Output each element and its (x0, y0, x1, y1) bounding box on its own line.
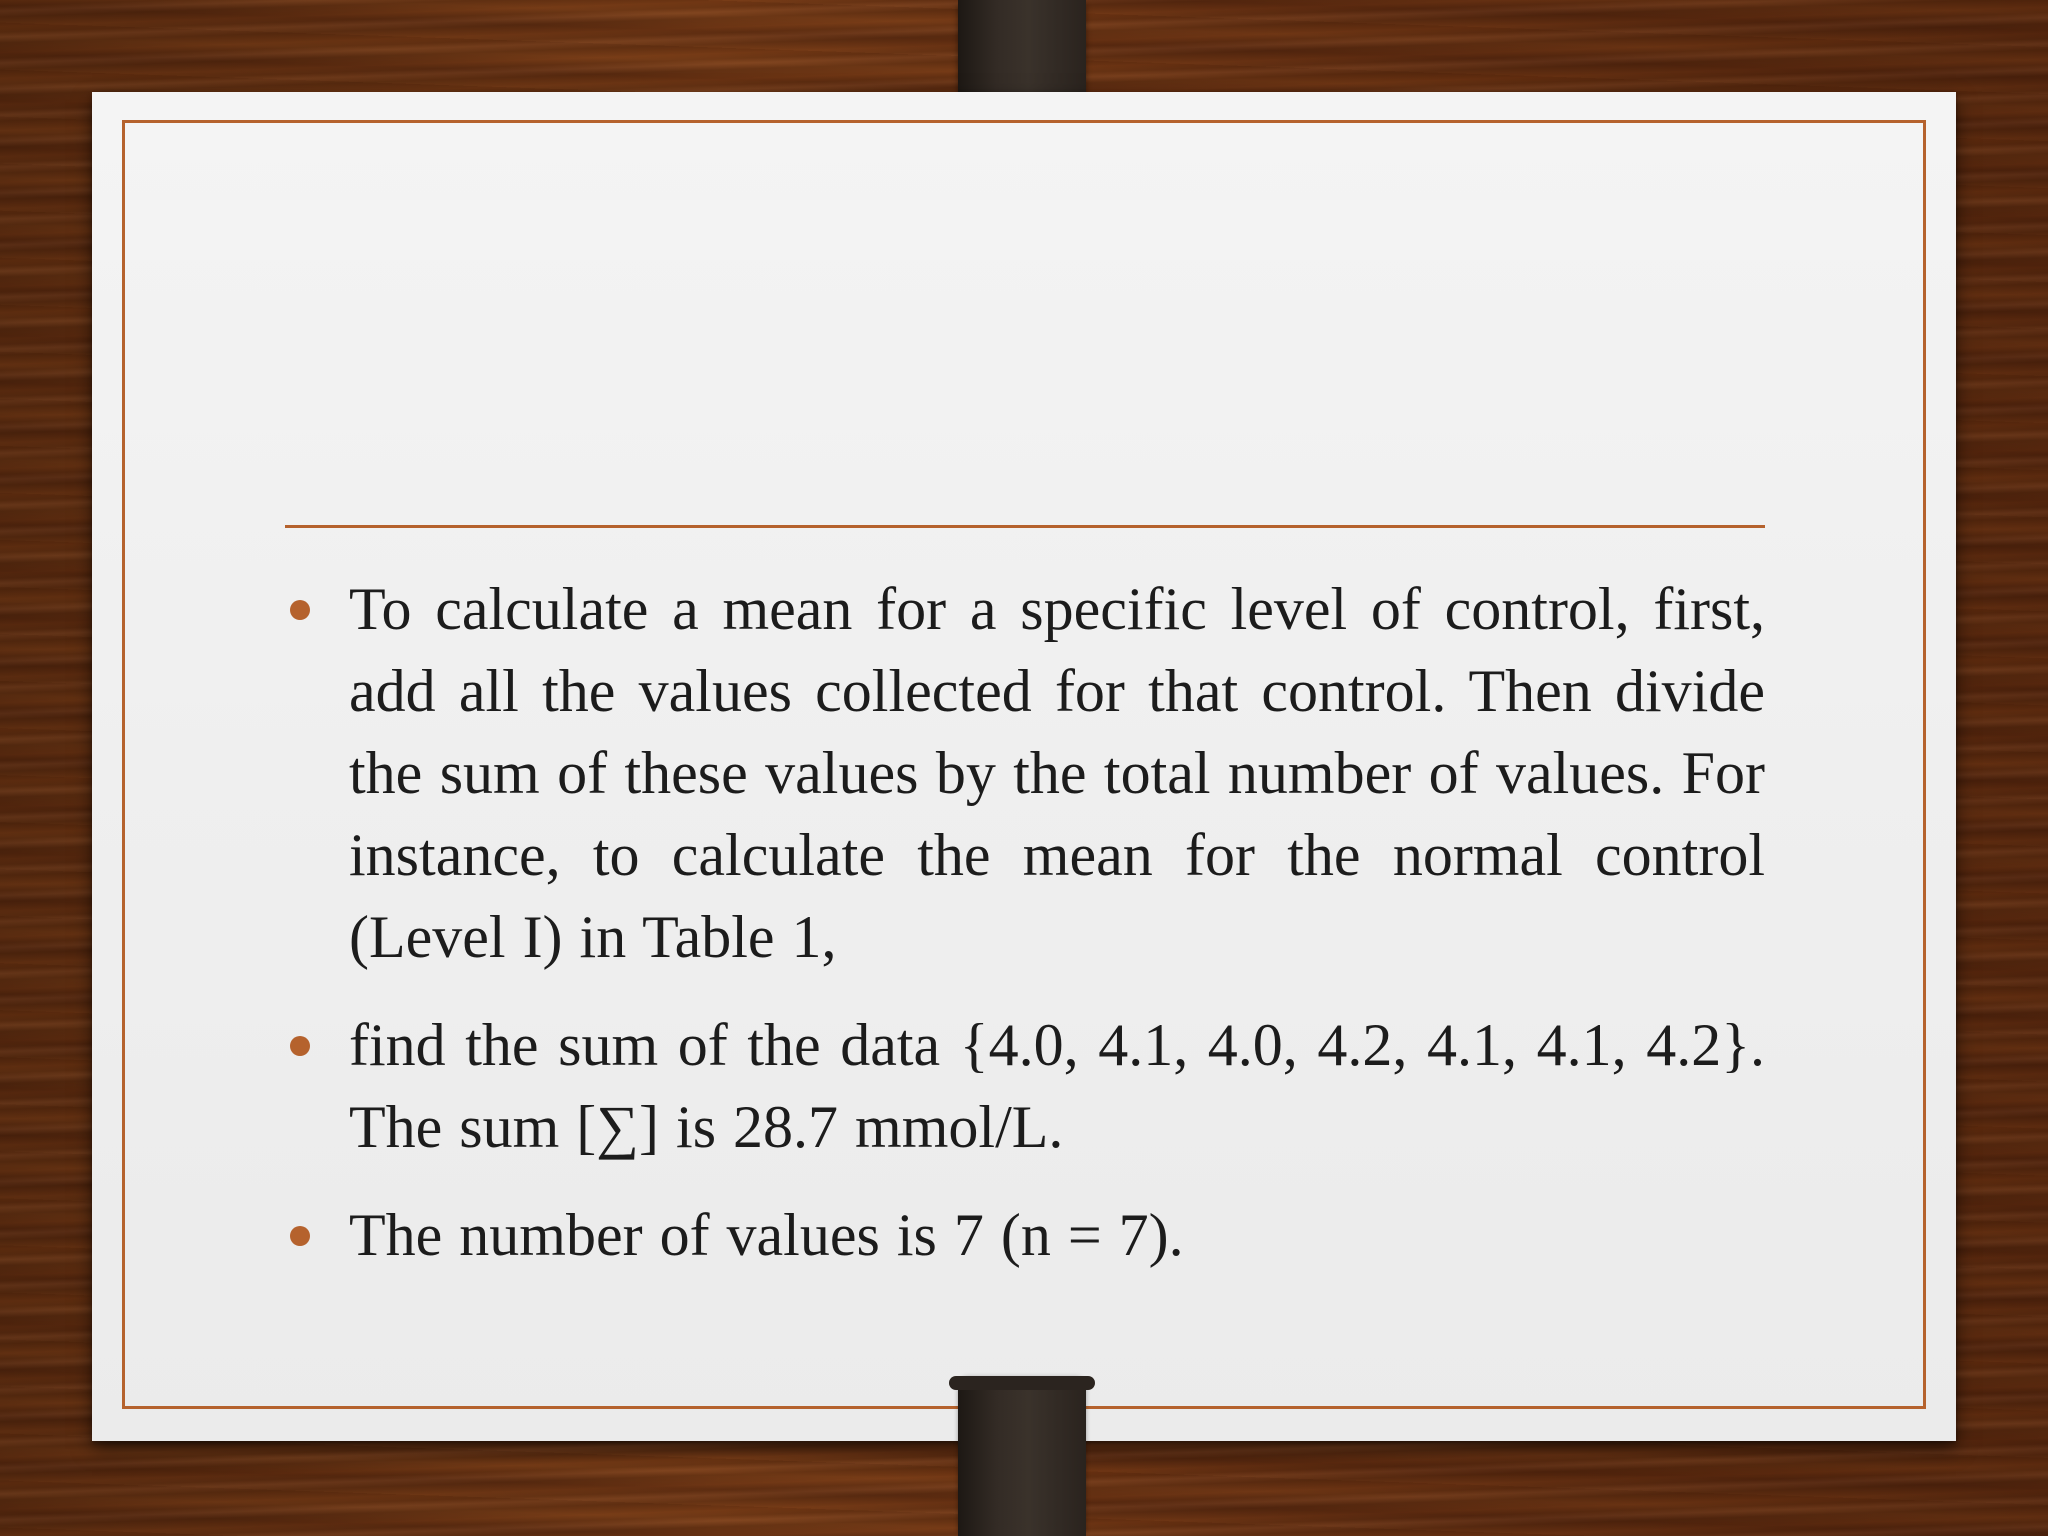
bullet-text-1: To calculate a mean for a specific level of control, first, add all the values collected for that control. Then divide the sum of these values by the total number of values. For instance, to calculate the mean for the normal control (Level I) in Table 1, (349, 576, 1765, 970)
binder-clip-bottom-lip (949, 1376, 1095, 1390)
bullet-item-2 (285, 1004, 1765, 1168)
slide-content (285, 568, 1765, 1302)
binder-clip-bottom (958, 1380, 1086, 1536)
bullet-item-3 (285, 1194, 1765, 1276)
bullet-dot-icon (290, 600, 310, 620)
title-divider-rule (285, 525, 1765, 528)
bullet-dot-icon (290, 1036, 310, 1056)
bullet-dot-icon (290, 1226, 310, 1246)
bullet-text-3: The number of values is 7 (n = 7). (349, 1202, 1184, 1268)
bullet-text-2: find the sum of the data {4.0, 4.1, 4.0, 4.2, 4.1, 4.1, 4.2}. The sum [∑] is 28.7 mmol/L. (349, 1012, 1765, 1160)
bullet-item-1 (285, 568, 1765, 978)
